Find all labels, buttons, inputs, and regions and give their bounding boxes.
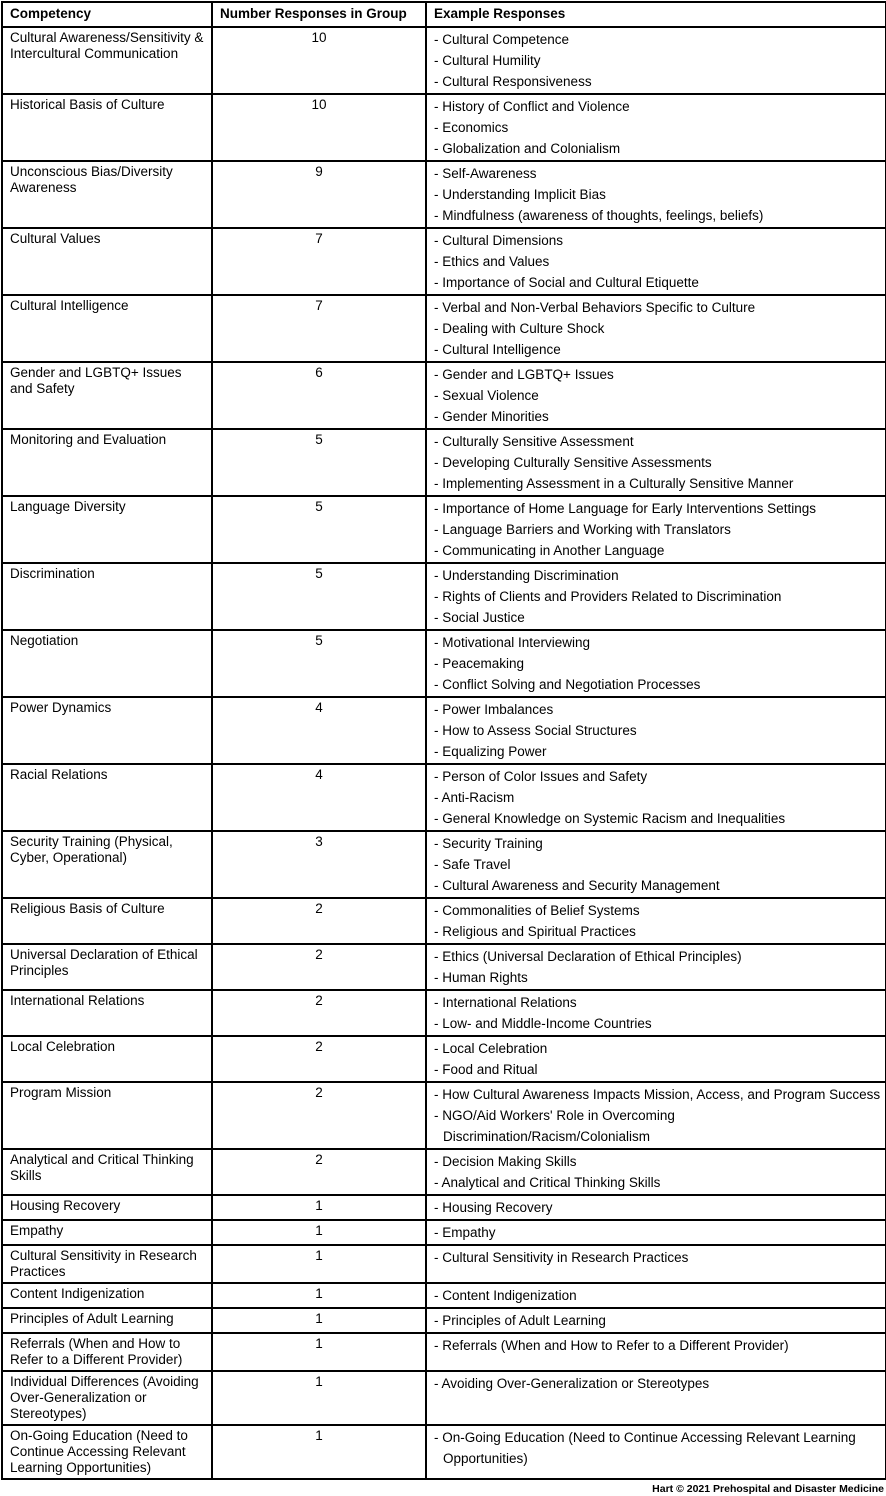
table-row — [2, 1082, 886, 1149]
table-row — [2, 1425, 886, 1479]
count-cell: 2 — [212, 1036, 426, 1082]
table-row — [2, 228, 886, 295]
count-cell: 10 — [212, 94, 426, 161]
example-response-line: - Cultural Competence — [434, 32, 570, 47]
example-response-line: - Social Justice — [434, 610, 525, 625]
examples-cell — [426, 1195, 886, 1220]
competency-cell: Empathy — [2, 1220, 212, 1245]
competency-table — [1, 1, 886, 1480]
examples-cell — [426, 1283, 886, 1308]
count-cell: 2 — [212, 898, 426, 944]
example-response-line: - Rights of Clients and Providers Related to Discrimination — [434, 589, 782, 604]
header-example-responses: Example Responses — [426, 2, 886, 27]
example-response-line: - Cultural Intelligence — [434, 342, 561, 357]
example-response-line: - Avoiding Over-Generalization or Stereotypes — [434, 1376, 710, 1391]
competency-cell: Gender and LGBTQ+ Issues and Safety — [2, 362, 212, 429]
example-response-line: - Developing Culturally Sensitive Assessments — [434, 455, 712, 470]
table-row — [2, 831, 886, 898]
example-response-line: - Implementing Assessment in a Culturally Sensitive Manner — [434, 476, 794, 491]
example-response-line: - Housing Recovery — [434, 1200, 553, 1215]
example-response-line: - Motivational Interviewing — [434, 635, 591, 650]
table-row — [2, 27, 886, 94]
example-response-line: - Globalization and Colonialism — [434, 141, 621, 156]
count-cell: 2 — [212, 944, 426, 990]
example-response-line: - Religious and Spiritual Practices — [434, 924, 636, 939]
examples-cell — [426, 1245, 886, 1283]
competency-cell: Racial Relations — [2, 764, 212, 831]
table-row — [2, 362, 886, 429]
count-cell: 5 — [212, 496, 426, 563]
competency-cell: Referrals (When and How to Refer to a Different Provider) — [2, 1333, 212, 1371]
example-response-line: - Empathy — [434, 1225, 496, 1240]
examples-cell — [426, 944, 886, 990]
examples-cell — [426, 295, 886, 362]
example-response-line: - Power Imbalances — [434, 702, 554, 717]
competency-cell: Language Diversity — [2, 496, 212, 563]
table-row — [2, 1220, 886, 1245]
table-row — [2, 697, 886, 764]
table-row — [2, 295, 886, 362]
count-cell: 2 — [212, 1149, 426, 1195]
examples-cell — [426, 1333, 886, 1371]
table-row — [2, 1036, 886, 1082]
examples-cell — [426, 362, 886, 429]
examples-cell — [426, 697, 886, 764]
example-response-line: - Culturally Sensitive Assessment — [434, 434, 634, 449]
competency-cell: Analytical and Critical Thinking Skills — [2, 1149, 212, 1195]
count-cell: 4 — [212, 697, 426, 764]
examples-cell — [426, 990, 886, 1036]
count-cell: 2 — [212, 1082, 426, 1149]
example-response-line: - Analytical and Critical Thinking Skills — [434, 1175, 661, 1190]
count-cell: 5 — [212, 563, 426, 630]
competency-cell: Negotiation — [2, 630, 212, 697]
example-response-line: - Importance of Social and Cultural Etiquette — [434, 275, 699, 290]
examples-cell — [426, 630, 886, 697]
examples-cell — [426, 161, 886, 228]
table-row — [2, 898, 886, 944]
table-row — [2, 1149, 886, 1195]
example-response-line: - Importance of Home Language for Early Interventions Settings — [434, 501, 816, 516]
example-response-line: - Gender Minorities — [434, 409, 549, 424]
examples-cell — [426, 1082, 886, 1149]
count-cell: 5 — [212, 630, 426, 697]
count-cell: 1 — [212, 1283, 426, 1308]
table-row — [2, 1283, 886, 1308]
competency-cell: Cultural Intelligence — [2, 295, 212, 362]
example-response-line: - Cultural Sensitivity in Research Practices — [434, 1250, 689, 1265]
example-response-line: - Language Barriers and Working with Translators — [434, 522, 731, 537]
examples-cell — [426, 831, 886, 898]
example-response-line: - Understanding Implicit Bias — [434, 187, 606, 202]
examples-cell — [426, 1425, 886, 1479]
table-row — [2, 990, 886, 1036]
count-cell: 3 — [212, 831, 426, 898]
example-response-line: - On-Going Education (Need to Continue Accessing Relevant Learning Opportunities) — [434, 1430, 856, 1466]
table-row — [2, 1308, 886, 1333]
example-response-line: - NGO/Aid Workers' Role in Overcoming Discrimination/Racism/Colonialism — [434, 1108, 675, 1144]
count-cell: 1 — [212, 1245, 426, 1283]
competency-cell: Security Training (Physical, Cyber, Operational) — [2, 831, 212, 898]
table-row — [2, 1333, 886, 1371]
example-response-line: - Referrals (When and How to Refer to a Different Provider) — [434, 1338, 789, 1353]
examples-cell — [426, 1220, 886, 1245]
examples-cell — [426, 1371, 886, 1425]
table-row — [2, 563, 886, 630]
example-response-line: - General Knowledge on Systemic Racism and Inequalities — [434, 811, 786, 826]
example-response-line: - Decision Making Skills — [434, 1154, 577, 1169]
examples-cell — [426, 429, 886, 496]
count-cell: 1 — [212, 1371, 426, 1425]
competency-cell: Universal Declaration of Ethical Principles — [2, 944, 212, 990]
competency-cell: Principles of Adult Learning — [2, 1308, 212, 1333]
example-response-line: - Content Indigenization — [434, 1288, 577, 1303]
example-response-line: - Conflict Solving and Negotiation Processes — [434, 677, 701, 692]
competency-cell: Monitoring and Evaluation — [2, 429, 212, 496]
examples-cell — [426, 764, 886, 831]
example-response-line: - Self-Awareness — [434, 166, 537, 181]
table-row — [2, 161, 886, 228]
competency-cell: Cultural Awareness/Sensitivity & Intercultural Communication — [2, 27, 212, 94]
example-response-line: - Local Celebration — [434, 1041, 548, 1056]
example-response-line: - Security Training — [434, 836, 543, 851]
example-response-line: - Cultural Awareness and Security Management — [434, 878, 720, 893]
count-cell: 1 — [212, 1195, 426, 1220]
competency-cell: Power Dynamics — [2, 697, 212, 764]
table-row — [2, 1195, 886, 1220]
examples-cell — [426, 1149, 886, 1195]
example-response-line: - How Cultural Awareness Impacts Mission, Access, and Program Success — [434, 1087, 881, 1102]
table-header-row — [2, 2, 886, 27]
count-cell: 5 — [212, 429, 426, 496]
table-row — [2, 944, 886, 990]
competency-cell: Local Celebration — [2, 1036, 212, 1082]
competency-cell: International Relations — [2, 990, 212, 1036]
header-competency: Competency — [2, 2, 212, 27]
table-row — [2, 1371, 886, 1425]
count-cell: 6 — [212, 362, 426, 429]
example-response-line: - Equalizing Power — [434, 744, 547, 759]
table-row — [2, 94, 886, 161]
example-response-line: - Safe Travel — [434, 857, 511, 872]
competency-cell: Historical Basis of Culture — [2, 94, 212, 161]
examples-cell — [426, 563, 886, 630]
count-cell: 10 — [212, 27, 426, 94]
header-number-responses: Number Responses in Group — [212, 2, 426, 27]
example-response-line: - Human Rights — [434, 970, 528, 985]
example-response-line: - Food and Ritual — [434, 1062, 538, 1077]
example-response-line: - Sexual Violence — [434, 388, 539, 403]
competency-cell: Unconscious Bias/Diversity Awareness — [2, 161, 212, 228]
example-response-line: - Cultural Dimensions — [434, 233, 564, 248]
count-cell: 4 — [212, 764, 426, 831]
table-row — [2, 630, 886, 697]
competency-cell: Religious Basis of Culture — [2, 898, 212, 944]
count-cell: 1 — [212, 1308, 426, 1333]
table-row — [2, 429, 886, 496]
examples-cell — [426, 898, 886, 944]
example-response-line: - Ethics (Universal Declaration of Ethical Principles) — [434, 949, 742, 964]
example-response-line: - International Relations — [434, 995, 577, 1010]
example-response-line: - Verbal and Non-Verbal Behaviors Specific to Culture — [434, 300, 756, 315]
examples-cell — [426, 1036, 886, 1082]
examples-cell — [426, 228, 886, 295]
examples-cell — [426, 1308, 886, 1333]
competency-cell: Cultural Values — [2, 228, 212, 295]
example-response-line: - Gender and LGBTQ+ Issues — [434, 367, 614, 382]
example-response-line: - Principles of Adult Learning — [434, 1313, 606, 1328]
count-cell: 1 — [212, 1220, 426, 1245]
example-response-line: - Economics — [434, 120, 509, 135]
example-response-line: - Mindfulness (awareness of thoughts, feelings, beliefs) — [434, 208, 764, 223]
competency-cell: Discrimination — [2, 563, 212, 630]
example-response-line: - Communicating in Another Language — [434, 543, 665, 558]
example-response-line: - Peacemaking — [434, 656, 525, 671]
competency-cell: Housing Recovery — [2, 1195, 212, 1220]
count-cell: 7 — [212, 295, 426, 362]
example-response-line: - Dealing with Culture Shock — [434, 321, 605, 336]
example-response-line: - Understanding Discrimination — [434, 568, 619, 583]
competency-cell: Cultural Sensitivity in Research Practices — [2, 1245, 212, 1283]
competency-cell: Individual Differences (Avoiding Over-Generalization or Stereotypes) — [2, 1371, 212, 1425]
example-response-line: - Ethics and Values — [434, 254, 550, 269]
count-cell: 1 — [212, 1333, 426, 1371]
count-cell: 7 — [212, 228, 426, 295]
example-response-line: - How to Assess Social Structures — [434, 723, 637, 738]
competency-cell: On-Going Education (Need to Continue Accessing Relevant Learning Opportunities) — [2, 1425, 212, 1479]
competency-cell: Content Indigenization — [2, 1283, 212, 1308]
table-row — [2, 496, 886, 563]
examples-cell — [426, 496, 886, 563]
count-cell: 2 — [212, 990, 426, 1036]
table-row — [2, 1245, 886, 1283]
example-response-line: - Cultural Responsiveness — [434, 74, 592, 89]
example-response-line: - Person of Color Issues and Safety — [434, 769, 648, 784]
example-response-line: - Anti-Racism — [434, 790, 515, 805]
count-cell: 9 — [212, 161, 426, 228]
examples-cell — [426, 27, 886, 94]
example-response-line: - Low- and Middle-Income Countries — [434, 1016, 652, 1031]
competency-cell: Program Mission — [2, 1082, 212, 1149]
example-response-line: - Cultural Humility — [434, 53, 541, 68]
example-response-line: - Commonalities of Belief Systems — [434, 903, 640, 918]
example-response-line: - History of Conflict and Violence — [434, 99, 630, 114]
count-cell: 1 — [212, 1425, 426, 1479]
examples-cell — [426, 94, 886, 161]
table-row — [2, 764, 886, 831]
journal-credit: Hart © 2021 Prehospital and Disaster Medicine — [652, 1483, 884, 1495]
